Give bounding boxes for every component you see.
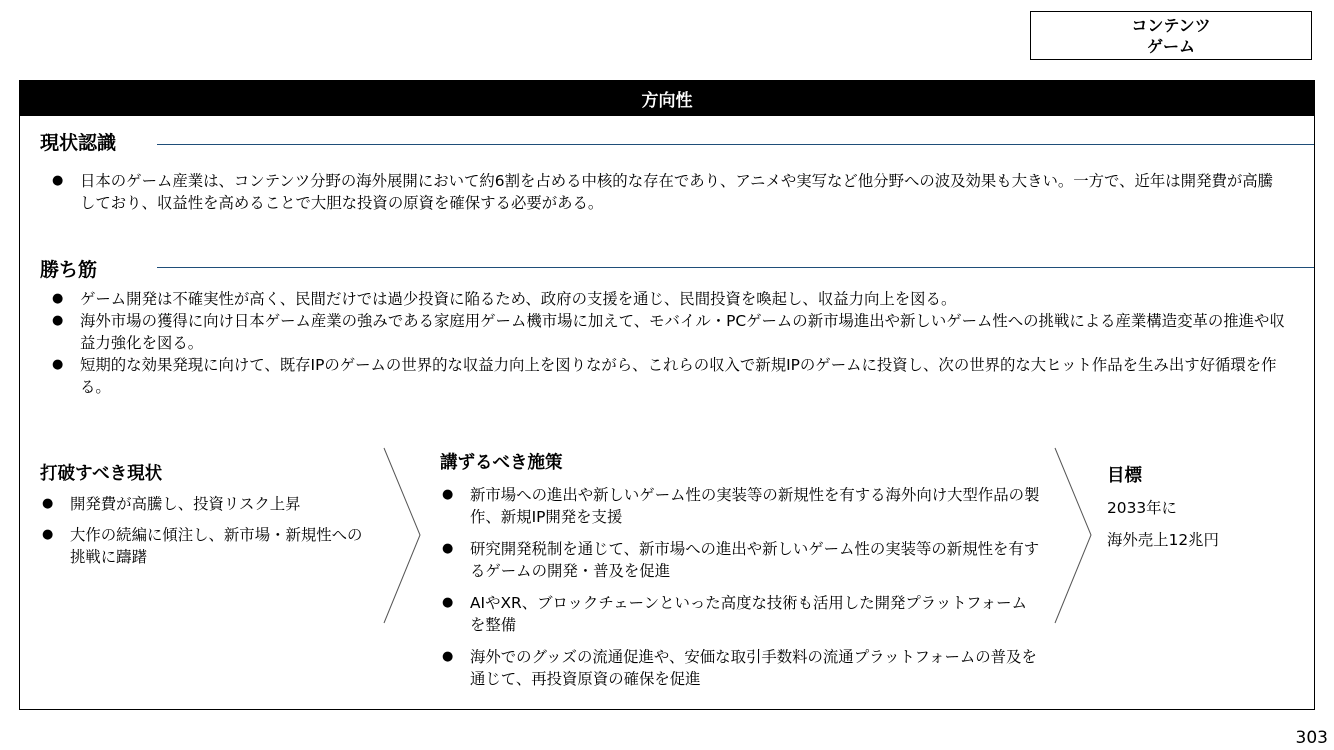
- issues-title: 打破すべき現状: [40, 464, 163, 484]
- winning-path-list: [36, 288, 1286, 398]
- current-state-divider: [157, 144, 1314, 145]
- measures-item: ● 研究開発税制を通じて、新市場への進出や新しいゲーム性の実装等の新規性を有するゲームの開発・普及を促進: [440, 538, 1040, 582]
- goal-line-2: 海外売上12兆円: [1107, 531, 1219, 549]
- header-title: 方向性: [641, 90, 693, 111]
- header-bar: [19, 80, 1315, 116]
- category-tag: [1030, 11, 1312, 60]
- current-state-item: ● 日本のゲーム産業は、コンテンツ分野の海外展開において約6割を占める中核的な存在であり、アニメや実写など他分野への波及効果も大きい。一方で、近年は開発費が高騰しており、収益性を高めることで大胆な投資の原資を確保する必要がある。: [36, 170, 1286, 214]
- winning-path-item: ● ゲーム開発は不確実性が高く、民間だけでは過少投資に陥るため、政府の支援を通じ、民間投資を喚起し、収益力向上を図る。: [36, 288, 1286, 310]
- category-tag-line2: ゲーム: [1146, 36, 1195, 56]
- page-number: 303: [1295, 728, 1328, 748]
- chevron-right-icon: [1054, 447, 1094, 624]
- winning-path-item: ● 海外市場の獲得に向け日本ゲーム産業の強みである家庭用ゲーム機市場に加えて、モバイル・PCゲームの新市場進出や新しいゲーム性への挑戦による産業構造変革の推進や収益力強化を図る。: [36, 310, 1286, 354]
- goal-line-1: 2033年に: [1107, 499, 1177, 517]
- issues-item: ● 開発費が高騰し、投資リスク上昇: [40, 493, 370, 515]
- measures-list: [440, 484, 1040, 690]
- issues-item: ● 大作の続編に傾注し、新市場・新規性への挑戦に躊躇: [40, 524, 370, 568]
- issues-list: [40, 493, 370, 568]
- goal-title: 目標: [1107, 466, 1142, 486]
- current-state-list: [36, 170, 1286, 214]
- category-tag-line1: コンテンツ: [1131, 15, 1211, 35]
- measures-item: ● AIやXR、ブロックチェーンといった高度な技術も活用した開発プラットフォームを整備: [440, 592, 1040, 636]
- winning-path-item: ● 短期的な効果発現に向けて、既存IPのゲームの世界的な収益力向上を図りながら、これらの収入で新規IPのゲームに投資し、次の世界的な大ヒット作品を生み出す好循環を作る。: [36, 354, 1286, 398]
- current-state-title: 現状認識: [40, 132, 117, 154]
- measures-item: ● 海外でのグッズの流通促進や、安価な取引手数料の流通プラットフォームの普及を通じて、再投資原資の確保を促進: [440, 646, 1040, 690]
- winning-path-title: 勝ち筋: [40, 259, 98, 281]
- winning-path-divider: [157, 267, 1314, 268]
- measures-item: ● 新市場への進出や新しいゲーム性の実装等の新規性を有する海外向け大型作品の製作、新規IP開発を支援: [440, 484, 1040, 528]
- chevron-right-icon: [383, 447, 423, 624]
- measures-title: 講ずるべき施策: [440, 453, 563, 473]
